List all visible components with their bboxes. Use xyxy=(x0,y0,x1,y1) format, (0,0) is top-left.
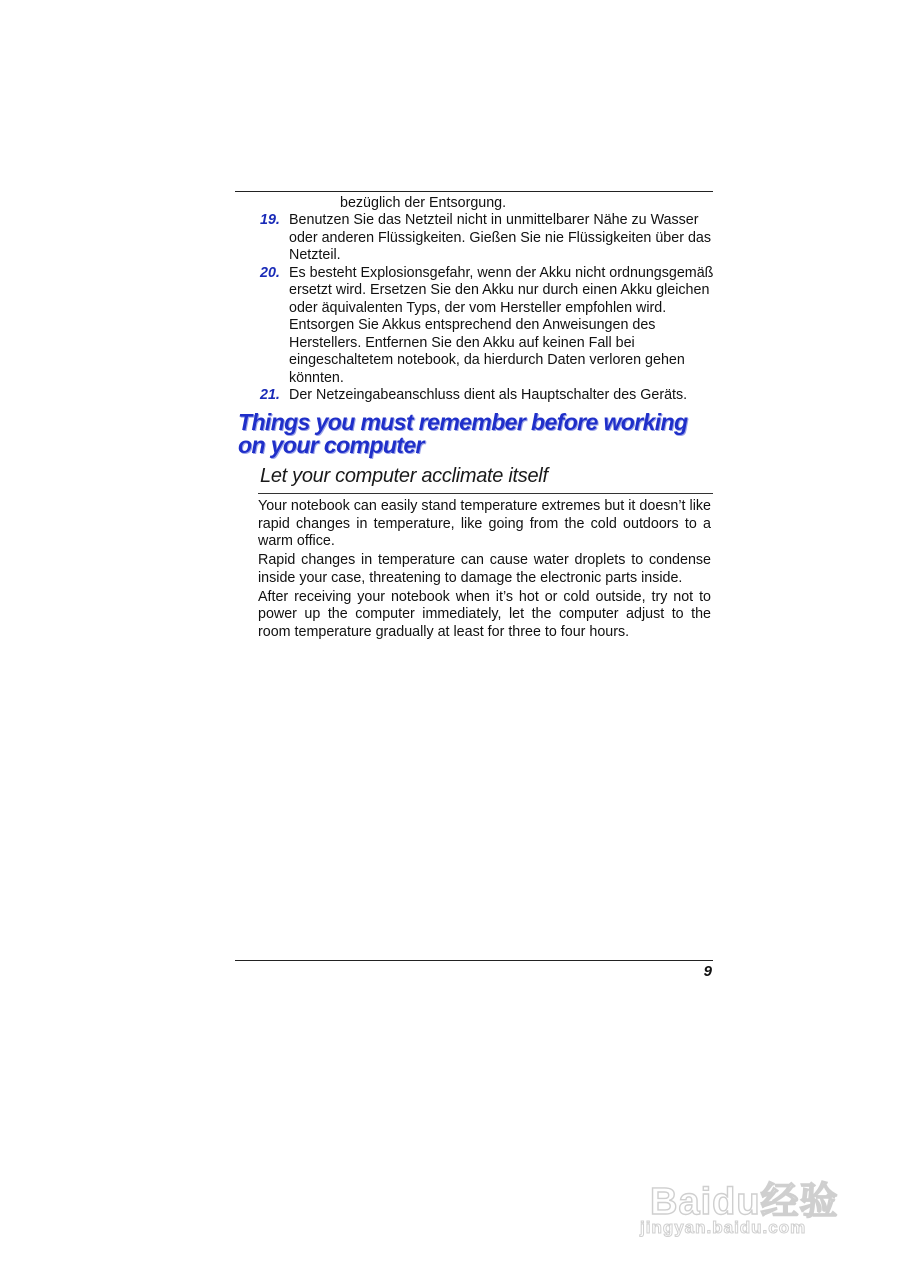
watermark-logo: Baidu经验 xyxy=(650,1181,839,1223)
list-item-number: 21. xyxy=(260,387,280,403)
list-item-text: Benutzen Sie das Netzteil nicht in unmittelbarer Nähe zu Wasser oder anderen Flüssigkeiten. Gießen Sie nie Flüssigkeiten über das Netzteil. xyxy=(289,212,711,263)
list-item-text: Der Netzeingabeanschluss dient als Hauptschalter des Geräts. xyxy=(289,387,688,403)
watermark-site: jingyan.baidu.com xyxy=(640,1218,807,1237)
list-item-number: 20. xyxy=(260,264,280,281)
paragraph: Your notebook can easily stand temperature extremes but it doesn’t like rapid changes in temperature, like going from the cold outdoors to a warm office. xyxy=(258,498,711,549)
list-item xyxy=(258,212,718,265)
list-item-number: 19. xyxy=(260,212,280,228)
continuation-text: bezüglich der Entsorgung. xyxy=(340,195,507,211)
numbered-list xyxy=(258,212,718,405)
footer-rule xyxy=(235,960,713,961)
baidu-watermark xyxy=(640,1150,860,1250)
subsection-heading: Let your computer acclimate itself xyxy=(260,465,548,487)
paragraph: Rapid changes in temperature can cause water droplets to condense inside your case, threatening to damage the electronic parts inside. xyxy=(258,552,711,586)
list-item xyxy=(258,265,718,388)
paragraph: After receiving your notebook when it’s hot or cold outside, try not to power up the computer immediately, let the computer adjust to the room temperature gradually at least for three to four hours. xyxy=(258,588,711,640)
header-rule xyxy=(235,191,713,192)
subsection-rule xyxy=(258,493,713,494)
list-item-text: Es besteht Explosionsgefahr, wenn der Akku nicht ordnungsgemäß ersetzt wird. Ersetzen Sie den Akku nur durch einen Akku gleichen oder äquivalenten Typs, der vom Hersteller empfohlen wird. Entsorgen Sie Akkus entsprechend den Anweisungen des Herstellers. Entfernen Sie den Akku auf keinen Fall bei eingeschaltetem notebook, da hierdurch Daten verloren gehen könnten. xyxy=(289,264,714,386)
section-heading: Things you must remember before working on your computer xyxy=(238,409,688,458)
body-paragraphs xyxy=(258,498,711,643)
list-item xyxy=(258,387,718,405)
page-number: 9 xyxy=(703,963,712,980)
